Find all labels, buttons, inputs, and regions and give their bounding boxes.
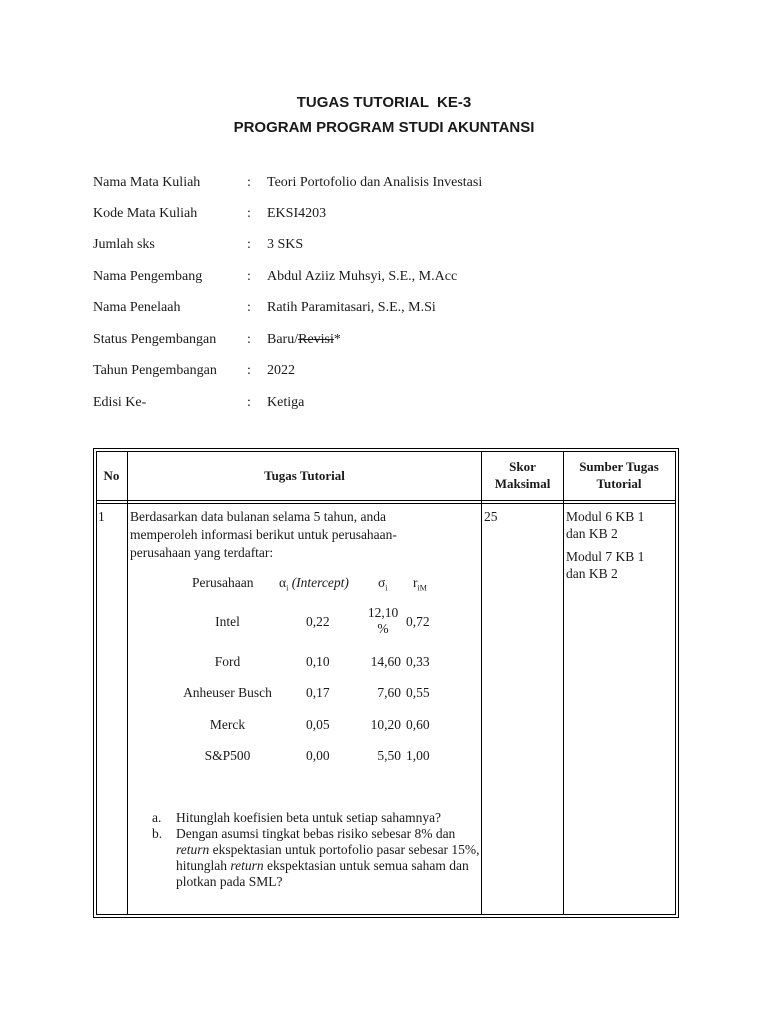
col-header-alpha [279,575,349,597]
company-name: Anheuser Busch [183,685,272,700]
question-italic-return: return [230,858,264,873]
info-value: Ketiga [267,395,305,410]
info-row-status [93,330,693,350]
info-colon: : [247,395,251,410]
header-skor-maksimal [482,458,563,492]
info-row-penelaah [93,298,693,318]
alpha-value: 0,22 [306,614,330,629]
status-baru: Baru/ [267,332,299,347]
question-text-part: Dengan asumsi tingkat bebas risiko sebesar 8% dan [176,826,456,841]
sigma-value: 10,20 [370,717,401,732]
header-tugas-tutorial: Tugas Tutorial [264,468,345,483]
info-label: Edisi Ke- [93,395,147,410]
info-value: Teori Portofolio dan Analisis Investasi [267,175,483,190]
question-list [152,810,487,890]
question-text: Hitunglah koefisien beta untuk setiap sahamnya? [176,810,442,825]
sigma-value: 5,50 [377,748,401,763]
info-label: Nama Pengembang [93,269,203,284]
header-sumber-line1: Sumber Tugas [579,459,659,474]
info-row-kode [93,204,693,224]
document-subtitle: PROGRAM PROGRAM STUDI AKUNTANSI [233,119,535,136]
alpha-value: 0,10 [306,654,330,669]
r-value: 0,72 [406,614,430,629]
r-value: 0,33 [406,654,430,669]
info-colon: : [247,269,251,284]
col-header-perusahaan: Perusahaan [192,575,254,590]
info-label: Nama Mata Kuliah [93,175,201,190]
sigma-value: 14,60 [370,654,401,669]
header-sumber-tugas [564,458,674,492]
col-divider [563,451,564,914]
info-value: EKSI4203 [267,206,327,221]
info-value: 2022 [267,363,295,378]
question-b [152,826,487,890]
question-text-part: ekspektasian untuk portofolio pasar sebesar 15%, hitunglah [176,842,480,873]
company-name: Ford [214,654,241,669]
header-no: No [103,468,120,483]
question-italic-return: return [176,842,210,857]
r-subscript: iM [417,583,427,593]
document-title: TUGAS TUTORIAL KE-3 [296,94,472,111]
info-label: Status Pengembangan [93,332,217,347]
col-header-r [413,575,427,597]
alpha-value: 0,17 [306,685,330,700]
col-divider [127,451,128,914]
info-value: 3 SKS [267,237,304,252]
alpha-value: 0,05 [306,717,330,732]
sumber-line: dan KB 2 [566,566,618,581]
question-a [152,810,487,826]
company-name: Merck [209,717,246,732]
info-row-mata-kuliah [93,173,693,193]
question-text-part: ekspektasian untuk semua saham dan plotkan pada SML? [176,858,469,889]
task-intro-line1: Berdasarkan data bulanan selama 5 tahun, anda [130,509,387,524]
alpha-symbol: α [279,575,287,590]
sigma-value: 7,60 [377,685,401,700]
status-revisi-struck: Revisi [298,332,334,347]
info-row-edisi [93,393,693,413]
alpha-subscript: i [286,583,289,593]
question-marker: a. [152,810,162,825]
info-value [267,330,341,350]
info-label: Kode Mata Kuliah [93,206,198,221]
r-symbol: r [413,575,418,590]
sumber-line: Modul 7 KB 1 [566,549,645,564]
info-row-sks [93,235,693,255]
info-colon: : [247,206,251,221]
info-row-pengembang [93,267,693,287]
company-name: S&P500 [204,748,251,763]
header-divider [96,503,675,504]
info-colon: : [247,300,251,315]
header-sumber-line2: Tutorial [596,476,642,491]
sumber-line: Modul 6 KB 1 [566,509,645,524]
sigma-line2: % [377,621,389,636]
info-colon: : [247,237,251,252]
info-label: Nama Penelaah [93,300,181,315]
r-value: 0,55 [406,685,430,700]
r-value: 1,00 [406,748,430,763]
sumber-modul-7 [566,548,672,582]
info-colon: : [247,175,251,190]
info-value: Ratih Paramitasari, S.E., M.Si [267,300,436,315]
alpha-value: 0,00 [306,748,330,763]
status-asterisk: * [333,332,341,347]
header-divider [96,500,675,501]
r-value: 0,60 [406,717,430,732]
col-header-sigma [378,575,388,597]
sigma-line1: 12,10 [367,605,399,620]
info-colon: : [247,363,251,378]
sumber-line: dan KB 2 [566,526,618,541]
sumber-modul-6 [566,508,672,542]
info-label: Tahun Pengembangan [93,363,217,378]
question-marker: b. [152,826,163,841]
sigma-subscript: i [385,583,388,593]
task-intro-line2: memperoleh informasi berikut untuk perusahaan- [130,527,397,542]
task-intro [130,508,480,562]
info-label: Jumlah sks [93,237,155,252]
header-skor-line2: Maksimal [494,476,551,491]
info-value: Abdul Aziiz Muhsyi, S.E., M.Acc [267,269,458,284]
info-colon: : [247,332,251,347]
info-row-tahun [93,361,693,381]
alpha-intercept-note: (Intercept) [291,575,349,590]
task-intro-line3: perusahaan yang terdaftar: [130,545,274,560]
skor-value: 25 [484,509,498,524]
sigma-symbol: σ [378,575,386,590]
header-skor-line1: Skor [509,459,536,474]
row-number: 1 [98,509,105,524]
company-name: Intel [215,614,240,629]
sigma-value [362,605,404,637]
